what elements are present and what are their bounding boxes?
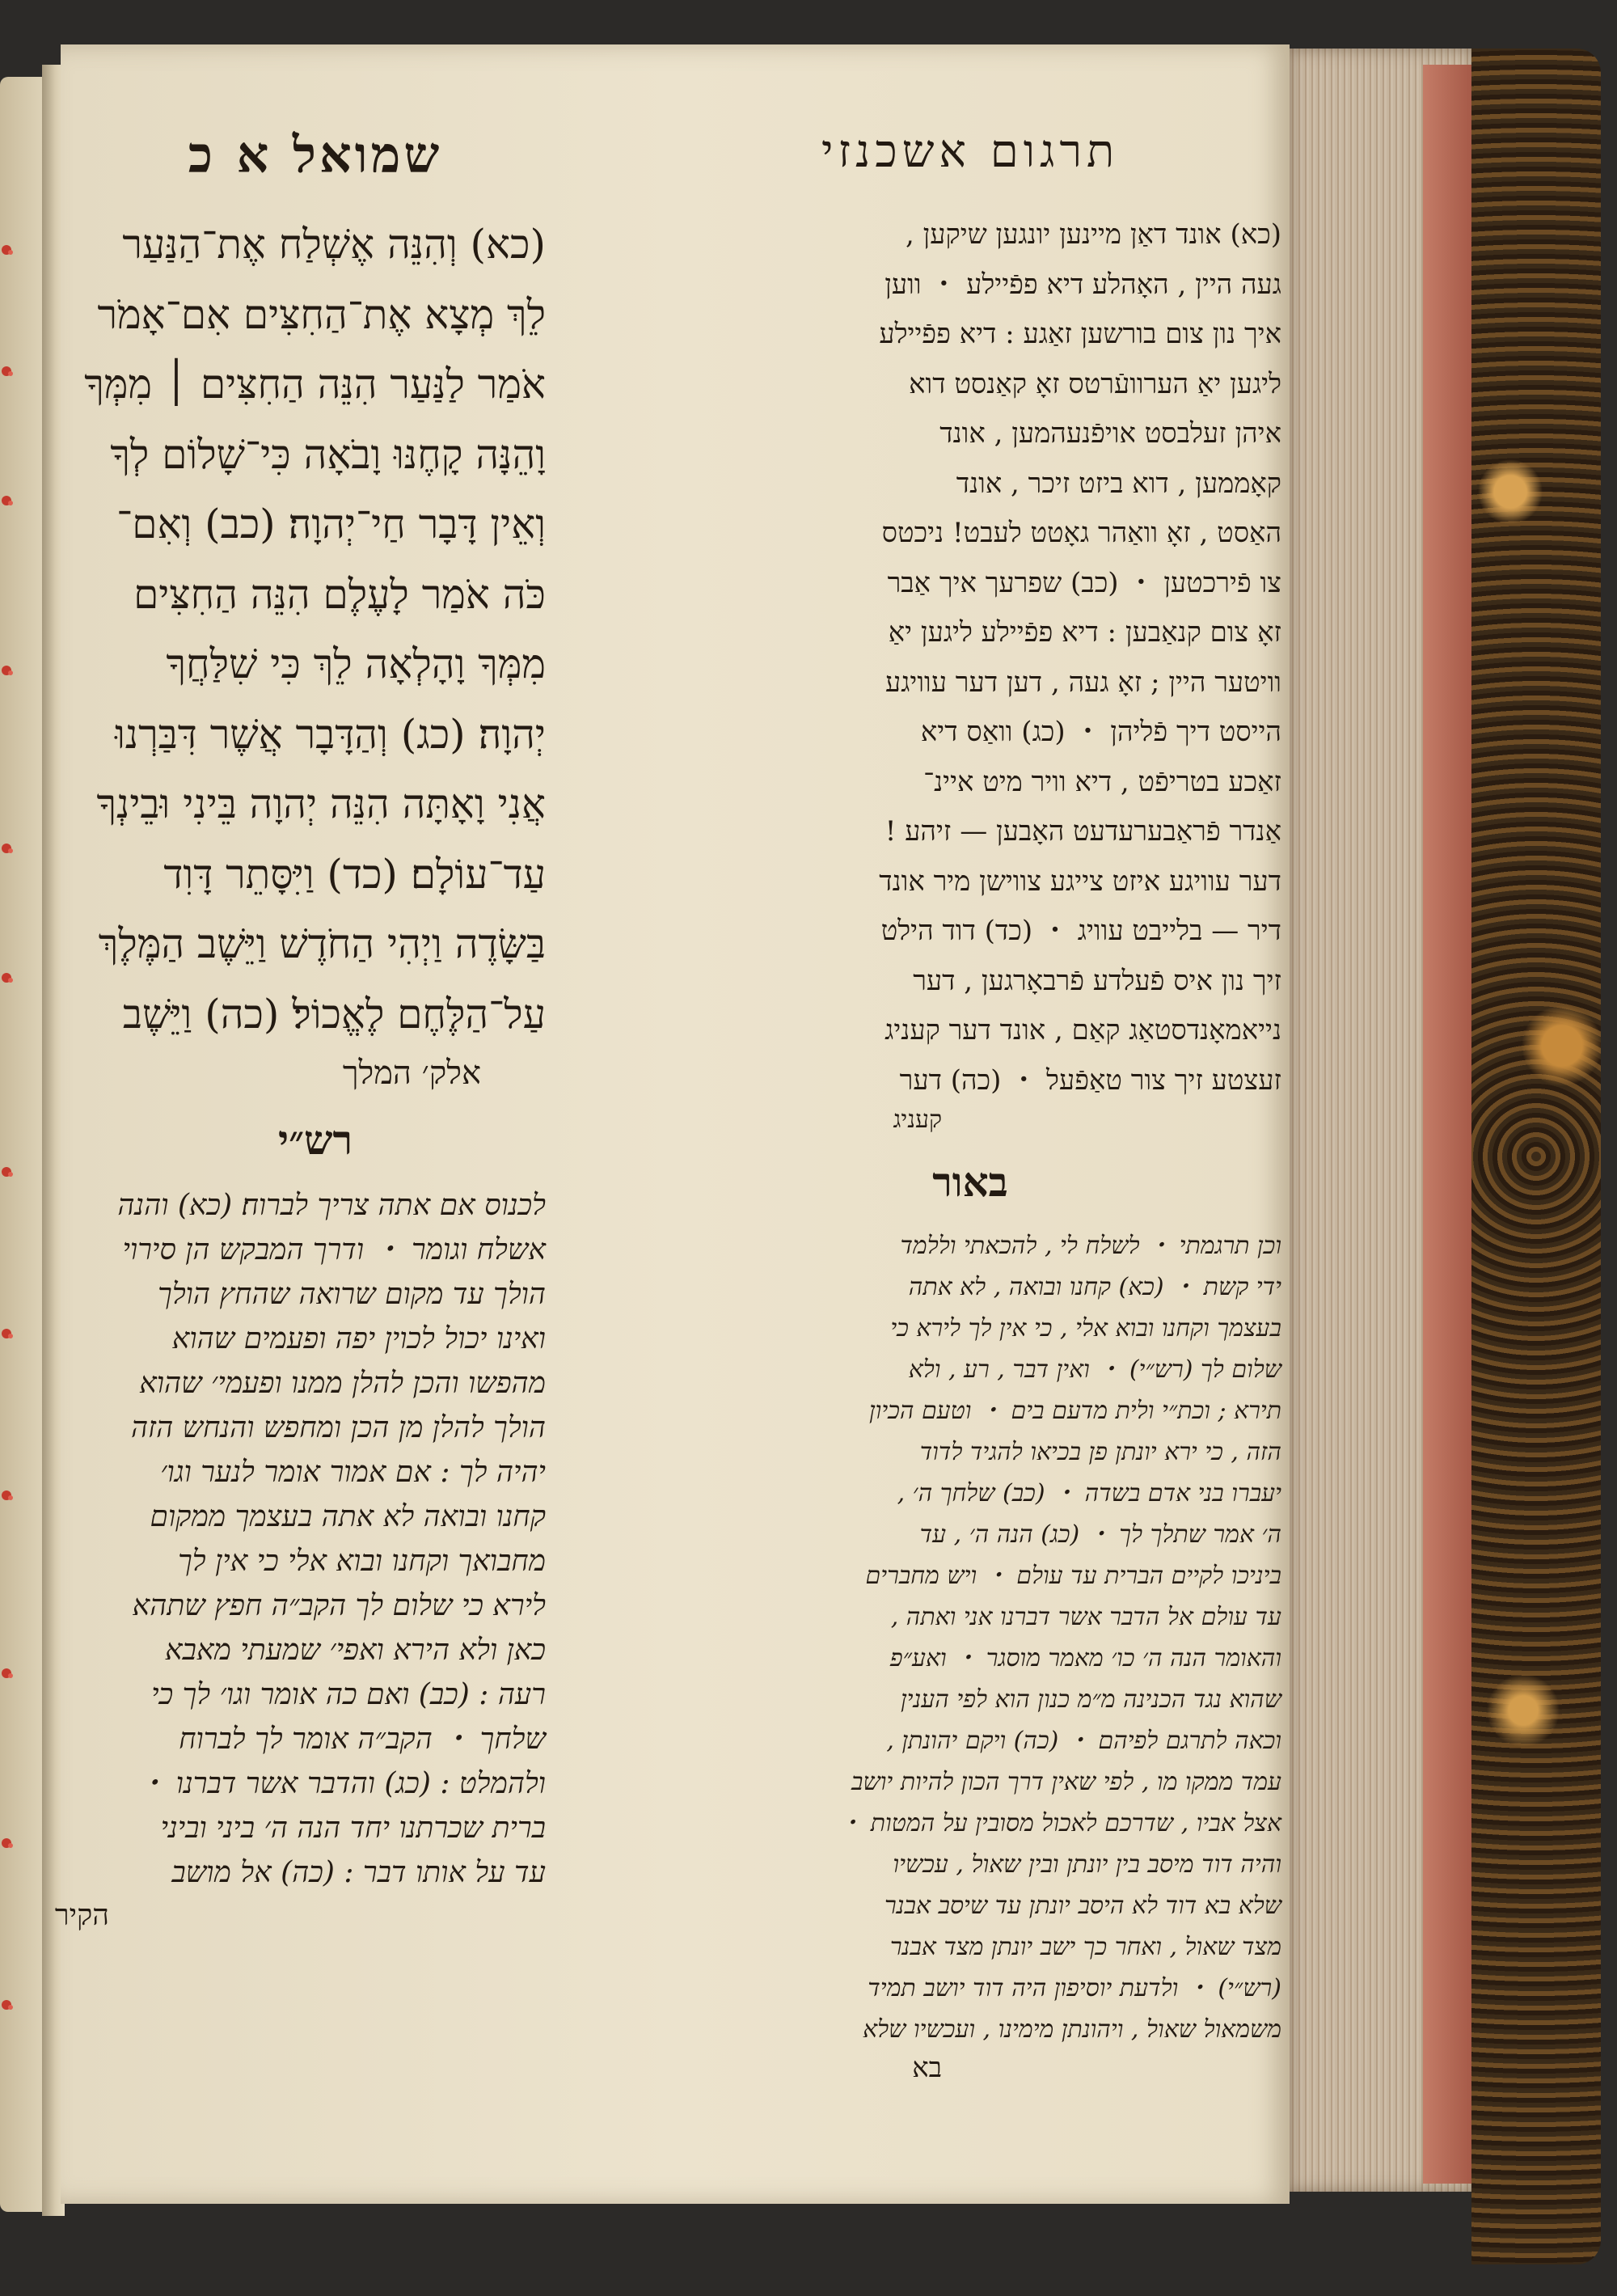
translation-line: זיך נון איס פֿעלדע פֿרבאָרגען , דער xyxy=(913,964,1281,997)
translation-line: געה היין , האָהלע דיא פפֿיילע ・ ווען xyxy=(884,268,1281,301)
rashi-line: לירא כי שלום לך הקב״ה חפץ שתהא xyxy=(132,1589,546,1622)
rashi-line: יהיה לך : אם אמור אומר לנער וגו׳ xyxy=(160,1456,546,1489)
bible-line: אֲנִי וָאָתָּה הִנֵּה יְהוָה בֵּינִי וּבֵינְךָ xyxy=(96,780,546,827)
bible-line: מִמְּךָ וָהָלְאָה לֵךְ כִּי שִׁלַּחֲךָ xyxy=(166,641,546,687)
translation-line: האַסט , זאָ וואַהר גאָטט לעבט! ניכטס xyxy=(881,517,1281,549)
rashi-line: הולך עד מקום שרואה שהחץ הולך xyxy=(158,1278,546,1311)
biur-line: וכן תרגמתי ・ לשלח לי , להכאתי וללמד xyxy=(900,1232,1281,1260)
biur-line: שלא בא דוד לא היסב יונתן עד שיסב אבנר xyxy=(884,1892,1281,1920)
translation-line: וויטער היין ; זאָ געה , דען דער עוויגע xyxy=(884,666,1281,699)
rashi-line: רעה : (כב) ואם כה אומר וגו׳ לך כי xyxy=(151,1678,546,1711)
bible-line: יְהוָה׃ (כג) וְהַדָּבָר אֲשֶׁר דִּבַּרְנוּ xyxy=(115,710,546,758)
rashi-line: לכנוס אם אתה צריך לברוח׃ (כא) והנה xyxy=(117,1189,546,1222)
translation-text-block xyxy=(659,210,1281,1106)
bible-line: לֵךְ מְצָא אֶת־הַחִצִּים אִם־אָמֹר xyxy=(97,290,546,338)
page-header-book: שמואל א כ xyxy=(188,125,443,184)
translation-line: דיר — בלייבט עוויג ・ (כד) דוד הילט xyxy=(880,915,1281,947)
biur-line: והאומר הנה ה׳ כו׳ מאמר מוסגר ・ ואע״פ xyxy=(889,1644,1281,1672)
biur-line: שהוא נגד הכנינה מ״מ כנון הוא לפי הענין xyxy=(901,1685,1281,1714)
translation-line: ליגען יאַ הערוועֿרטס זאָ קאַנסט דוא xyxy=(909,367,1281,400)
bible-line: עַל־הַלֶּחֶם לֶאֱכוֹל׃ (כה) וַיֵּשֶׁב xyxy=(122,990,546,1038)
rashi-commentary xyxy=(85,1183,546,1895)
rashi-line: עד על אותו דבר : (כה) אל מושב xyxy=(171,1856,546,1889)
biur-line: עד עולם אל הדבר אשר דברנו אני ואתה , xyxy=(890,1603,1281,1631)
biur-line: משמאול שאול , ויהונתן מימינו , ועכשיו שלא xyxy=(863,2015,1281,2044)
rashi-line: מהפשו והכן להלן ממנו ופעמי׳ שהוא xyxy=(139,1367,546,1400)
biur-commentary xyxy=(659,1225,1281,2050)
biur-catchword: בא xyxy=(912,2052,942,2084)
translation-line: נייאמאָנדסטאַג קאַם , אונד דער קעניג xyxy=(884,1014,1281,1047)
translation-line: זעצטע זיך צור טאַפֿעל ・ (כה) דער xyxy=(899,1063,1281,1097)
translation-line: זאַכע בטריפֿט , דיא וויר מיט איינ־ xyxy=(923,765,1281,798)
bible-line: וָהֵנָּה קָחֶנּוּ וָבֹאָה כִּי־שָׁלוֹם לְךָ xyxy=(110,430,546,478)
translation-column xyxy=(659,125,1281,2084)
biur-line: ביניכו לקיים הברית עד עולם ・ ויש מחברים xyxy=(865,1562,1281,1590)
biur-line: מצד שאול , ואחר כך ישב יונתן מצד אבנר xyxy=(889,1933,1281,1961)
translation-catchword: קעניג xyxy=(893,1106,942,1134)
translation-line: (כא) אונד דאַן מיינען יונגען שיקען , xyxy=(906,218,1281,251)
page-header-translation: תרגום אשכנזי xyxy=(821,125,1120,178)
previous-page-edge xyxy=(0,77,44,2212)
rashi-title: רש״י xyxy=(277,1116,353,1164)
rashi-line: ואינו יכול לכוין יפה ופעמים שהוא xyxy=(171,1322,546,1355)
rashi-line: מחבואך וקחנו ובוא אלי כי אין לך xyxy=(178,1545,546,1578)
bible-line: אֹמַר לַנַּעַר הִנֵּה הַחִצִּים ׀ מִמְּךָ xyxy=(84,361,546,408)
previous-page-rubrics xyxy=(0,222,32,2082)
translation-line: צו פֿירכטען ・ (כב) שפרעך איך אַבר xyxy=(887,566,1281,599)
translation-line: איהן זעלבסט אויפֿנעהמען , אונד xyxy=(939,417,1281,450)
rashi-catchword: הקיר xyxy=(54,1899,109,1932)
biur-line: וכאה לתרגם לפיהם ・ (כה) ויקם יהונתן , xyxy=(886,1727,1281,1755)
bible-line: בַּשָּׂדֶה וַיְהִי הַחֹדֶשׁ וַיֵּשֶׁב הַמֶּלֶךְ xyxy=(98,920,546,967)
biur-line: ה׳ אמר שתלך לך ・ (כג) הנה ה׳ , עד xyxy=(919,1520,1281,1549)
biur-title: באור xyxy=(932,1158,1008,1206)
translation-line: אַנדר פֿראַבערעדעט האָבען — זיהע ! xyxy=(884,815,1281,848)
bible-line: כֹּה אֹמַר לָעֶלֶם הִנֵּה הַחִצִּים xyxy=(133,570,546,618)
translation-line: איך נון צום בורשען זאַגע : דיא פפֿיילע xyxy=(879,318,1281,350)
rashi-line: אשלח וגומר ・ ודרך המבקש הן סירוי xyxy=(122,1233,546,1266)
bible-catchword: אלק׳ המלך xyxy=(342,1055,481,1092)
biur-line: ידי קשת ・ (כא) קחנו ובואה , לא אתה xyxy=(908,1273,1281,1301)
rashi-line: קחנו ובואה לא אתה בעצמך ממקום xyxy=(150,1500,546,1533)
bible-line: עַד־עוֹלָם׃ (כד) וַיִּסָּתֵר דָּוִד xyxy=(163,850,546,898)
rashi-line: כאן ולא הירא ואפי׳ שמעתי מאבא xyxy=(165,1634,546,1667)
bible-line: וְאֵין דָּבָר חַי־יְהוָה׃ (כב) וְאִם־ xyxy=(116,501,546,548)
translation-line: הייסט דיך פֿליהן ・ (כג) וואַס דיא xyxy=(920,716,1281,748)
marbled-book-cover xyxy=(1471,49,1601,2264)
rashi-line: ולהמלט : (כג) והדבר אשר דברנו ・ xyxy=(137,1767,546,1800)
rashi-line: שלחך ・ הקב״ה אומר לך לברוח xyxy=(179,1723,546,1756)
rashi-line: ברית שכרתנו יחד הנה ה׳ ביני וביני xyxy=(160,1812,546,1845)
biur-line: יעברו בני אדם בשדה ・ (כב) שלחך ה׳ , xyxy=(897,1479,1281,1507)
biur-line: בעצמך וקחנו ובוא אלי , כי אין לך לירא כי xyxy=(890,1314,1281,1343)
biur-line: הזה , כי ירא יונתן פן בכיאו להגיד לדוד xyxy=(919,1438,1281,1466)
bible-text-block xyxy=(85,209,546,1049)
biur-line: תירא ; וכת״י ולית מדעם בים ・ וטעם הכיון xyxy=(869,1397,1281,1425)
bible-line: (כא) וְהִנֵּה אֶשְׁלַח אֶת־הַנַּעַר xyxy=(122,221,546,268)
biur-line: (רש״י) ・ ולדעת יוסיפון היה דוד יושב תמיד xyxy=(868,1974,1281,2002)
translation-line: זאָ צום קנאַבען : דיא פפֿיילע ליגען יאַ xyxy=(888,616,1281,649)
hebrew-column xyxy=(54,125,546,1932)
biur-line: אצל אביו , שדרכם לאכול מסובין על המטות ・ xyxy=(838,1809,1281,1837)
book-page xyxy=(54,44,1290,2204)
biur-line: שלום לך (רש״י) ・ ואין דבר , רע , ולא xyxy=(908,1355,1281,1384)
translation-line: דער עוויגע איזט צייגע צווישן מיר אונד xyxy=(879,865,1281,898)
rashi-line: הולך להלן מן הכן ומחפש והנחש הזה xyxy=(130,1411,546,1444)
biur-line: עמד ממקו מו , לפי שאין דרך הכון להיות יושב xyxy=(851,1768,1281,1796)
red-page-edge xyxy=(1423,65,1471,2184)
translation-line: קאָממען , דוא ביזט זיכר , אונד xyxy=(956,467,1281,500)
biur-line: והיה דוד מיסב בין יונתן ובין שאול , עכשיו xyxy=(893,1850,1281,1879)
